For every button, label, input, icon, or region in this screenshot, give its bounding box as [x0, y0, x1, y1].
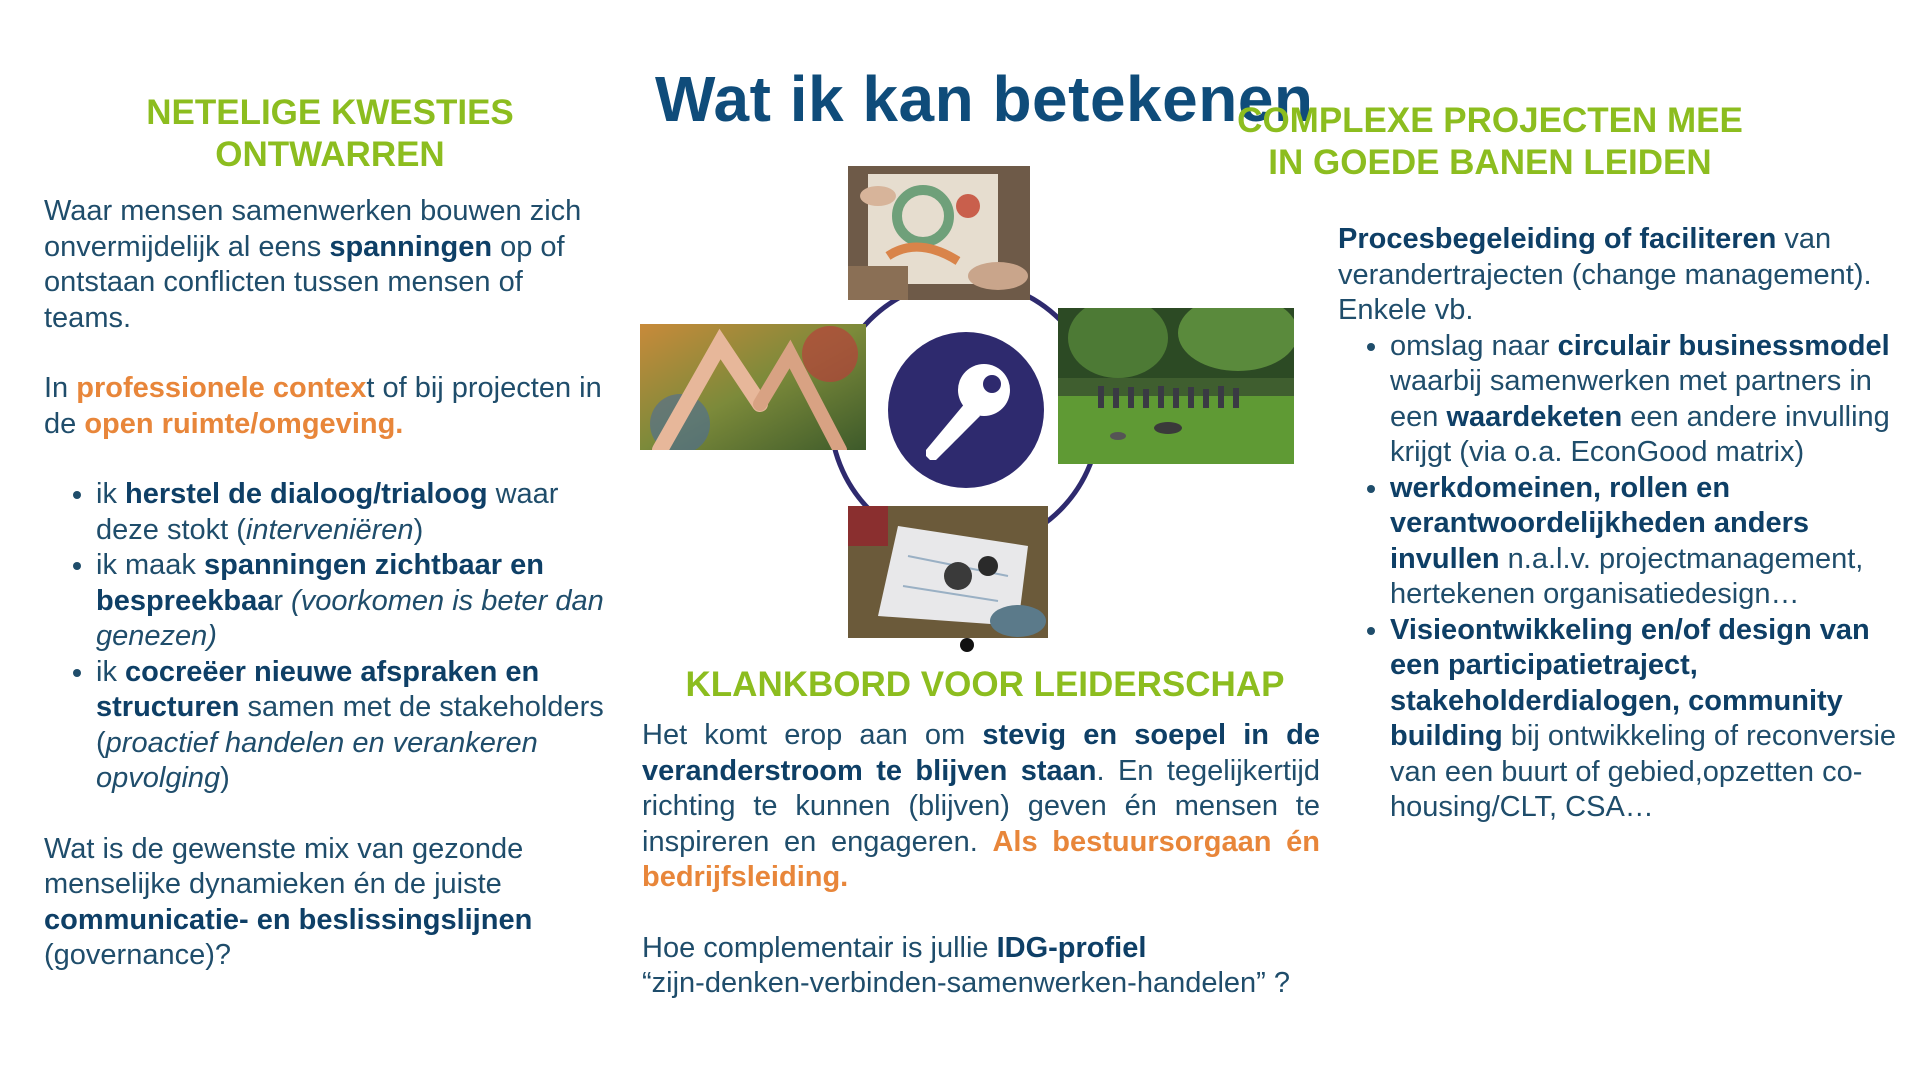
text: Waar mensen samenwerken bouwen zich onvermijdelijk al eens — [44, 195, 582, 263]
list-item — [96, 477, 604, 548]
bold-text: circulair businessmodel — [1557, 329, 1890, 362]
text: samen met de stakeholders ( — [96, 691, 604, 759]
text: Hoe complementair is jullie — [642, 931, 997, 964]
center-para-1 — [642, 718, 1320, 896]
italic-text: proactief handelen en verankeren opvolging — [96, 726, 538, 794]
right-heading-line2: IN GOEDE BANEN LEIDEN — [1268, 143, 1712, 182]
bold-text: herstel de dialoog/trialoog — [125, 478, 488, 510]
right-heading-line1: COMPLEXE PROJECTEN MEE — [1237, 101, 1743, 140]
workshop-hands-photo — [848, 166, 1030, 300]
map-compass-photo — [848, 506, 1048, 638]
bold-text: IDG-profiel — [996, 931, 1147, 964]
peace-hands-photo — [640, 324, 866, 450]
highlight-text: professionele contex — [76, 372, 367, 404]
bold-text: Visieontwikkeling en/of design van een participatietraject, stakeholderdialogen, community building — [1390, 613, 1870, 752]
list-item — [1390, 471, 1908, 613]
page-title: Wat ik kan betekenen — [655, 63, 1314, 135]
text: “zijn-denken-verbinden-samenwerken-handelen” ? — [642, 967, 1291, 999]
key-icon — [888, 332, 1044, 488]
text: waar deze stokt ( — [96, 478, 559, 546]
text: (governance)? — [44, 939, 231, 971]
bold-text: werkdomeinen, rollen en verantwoordelijkheden anders invullen — [1390, 471, 1810, 575]
bold-text: Procesbegeleiding of faciliteren — [1338, 223, 1777, 255]
right-intro — [1338, 222, 1908, 329]
text: ik — [96, 655, 125, 688]
text: ) — [220, 762, 230, 794]
text: omslag naar — [1390, 329, 1558, 362]
text: ) — [413, 513, 424, 546]
list-item — [96, 548, 604, 655]
text: n.a.l.v. projectmanagement, hertekenen organisatiedesign… — [1390, 542, 1864, 610]
ring-dot — [960, 638, 974, 652]
text: een andere invulling krijgt (via o.a. EconGood matrix) — [1390, 400, 1890, 468]
bold-text: cocreëer nieuwe afspraken en structuren — [96, 655, 540, 723]
group-circle-park-photo — [1058, 308, 1294, 464]
highlight-text: open ruimte/omgeving. — [84, 407, 404, 440]
center-column — [642, 718, 1320, 1002]
text: t of bij projecten in de — [44, 372, 602, 440]
center-heading: KLANKBORD VOOR LEIDERSCHAP — [685, 665, 1285, 704]
text: op of ontstaan conflicten tussen mensen of teams. — [44, 230, 565, 334]
text: van verandertrajecten (change management). Enkele vb. — [1338, 223, 1872, 326]
text: ik maak — [96, 549, 204, 581]
left-para-2 — [44, 371, 604, 442]
bold-text: stevig en soepel in de veranderstroom te blijven staan — [642, 719, 1320, 787]
text: Wat is de gewenste mix van gezonde menselijke dynamieken én de juiste — [44, 832, 524, 900]
text: waarbij samenwerken met partners in een — [1390, 365, 1872, 433]
center-para-2 — [642, 931, 1320, 1002]
list-item — [1390, 329, 1908, 471]
text: r — [273, 584, 292, 617]
left-bullet-list — [44, 477, 604, 797]
text: Het komt erop aan om — [642, 719, 983, 751]
left-para-1 — [44, 194, 604, 336]
left-heading-line2: ONTWARREN — [215, 135, 445, 174]
text: In — [44, 372, 77, 404]
text: ik — [96, 478, 125, 510]
italic-text: interveniëren — [245, 513, 414, 546]
bold-text: waardeketen — [1446, 400, 1623, 433]
left-column — [44, 194, 604, 974]
list-item — [1390, 613, 1908, 826]
bold-text: spanningen — [329, 230, 493, 263]
text: bij ontwikkeling of reconversie van een buurt of gebied,opzetten co-housing/CLT, CSA… — [1390, 720, 1897, 823]
right-heading — [1190, 100, 1790, 184]
italic-text: (voorkomen is beter dan genezen) — [96, 584, 604, 652]
left-heading — [100, 92, 560, 176]
highlight-text: Als bestuursorgaan én bedrijfsleiding. — [642, 825, 1320, 893]
right-bullet-list — [1338, 329, 1908, 826]
right-column — [1338, 222, 1908, 826]
text: . En tegelijkertijd richting te kunnen (blijven) geven én mensen te inspireren en engageren. — [642, 754, 1320, 858]
bold-text: spanningen zichtbaar en bespreekbaa — [96, 549, 544, 617]
left-heading-line1: NETELIGE KWESTIES — [146, 93, 514, 132]
bold-text: communicatie- en beslissingslijnen — [44, 903, 533, 936]
left-para-3 — [44, 832, 604, 974]
list-item — [96, 655, 604, 797]
